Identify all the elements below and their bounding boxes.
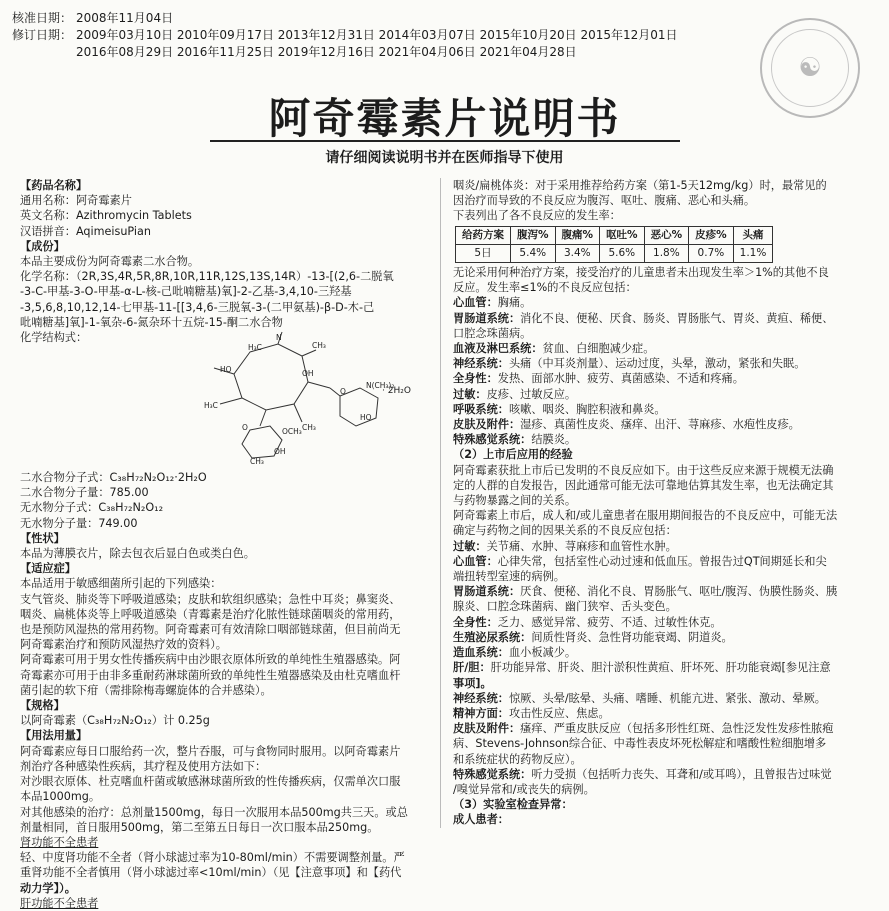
table-header-cell: 给药方案: [456, 226, 511, 244]
chemical-structure: [20, 330, 427, 468]
document-subtitle: 请仔细阅读说明书并在医师指导下使用: [325, 150, 564, 166]
table-cell: 1.8%: [644, 244, 689, 262]
generic-name: 通用名称：阿奇霉素片: [20, 194, 132, 208]
approval-date-row: 核准日期： 2008年11月04日: [12, 11, 174, 25]
svg-text:CH₃: CH₃: [302, 423, 316, 433]
adverse-reaction-table: [455, 226, 773, 263]
usage-line: 对沙眼衣原体、杜克嗜血杆菌或敏感淋球菌所致的性传播疾病，仅需单次口服: [20, 775, 401, 789]
reaction-item-cont: /嗅觉异常和/或丧失的病例。: [453, 782, 595, 796]
table-row: [456, 244, 773, 262]
column-divider: [440, 178, 441, 828]
chemical-name-line: -3-C-甲基-3-O-甲基-α-L-核-己吡喃糖基)氧]-2-乙基-3,4,10-三羟基: [20, 285, 352, 299]
document-title: 阿奇霉素片说明书: [268, 94, 621, 143]
reaction-item: 生殖泌尿系统：间质性肾炎、急性肾功能衰竭、阴道炎。: [453, 630, 733, 644]
paragraph-line: 定的人群的自发报告，因此通常可能无法可靠地估算其发生率，也无法确定其: [453, 478, 834, 492]
table-cell: 5.6%: [600, 244, 645, 262]
reaction-item: 全身性：乏力、感觉异常、疲劳、不适、过敏性休克。: [453, 615, 722, 629]
reaction-item: 肝/胆：肝功能异常、肝炎、胆汁淤积性黄疸、肝坏死、肝功能衰竭[参见注意: [453, 661, 831, 675]
reaction-item-cont: 口腔念珠菌病。: [453, 326, 532, 340]
properties-text: 本品为薄膜衣片，除去包衣后显白色或类白色。: [20, 547, 255, 561]
svg-text:H₃C: H₃C: [248, 343, 262, 353]
post-marketing-heading: （2）上市后应用的经验: [453, 448, 573, 462]
paragraph-line: 阿奇霉素上市后，成人和/或儿童患者在服用期间报告的不良反应中，可能无法: [453, 509, 838, 523]
paragraph-line: 咽炎/扁桃体炎：对于采用推荐给药方案（第1-5天12mg/kg）时，最常见的: [453, 179, 827, 192]
usage-line: 剂治疗各种感染性疾病，其疗程及使用方法如下：: [20, 759, 267, 773]
reaction-item: 特殊感觉系统：结膜炎。: [453, 433, 577, 447]
reaction-item: 全身性：发热、面部水肿、疲劳、真菌感染、不适和疼痛。: [453, 372, 744, 386]
table-cell: 3.4%: [555, 244, 600, 262]
reaction-item: 过敏：关节痛、水肿、荨麻疹和血管性水肿。: [453, 539, 677, 553]
usage-heading: 【用法用量】: [20, 729, 88, 743]
table-cell: 1.1%: [733, 244, 773, 262]
paragraph-line: 反应。发生率≤1%的不良反应包括：: [453, 281, 637, 295]
reaction-item: 过敏：皮疹、过敏反应。: [453, 387, 577, 401]
reaction-item: 胃肠道系统：消化不良、便秘、厌食、肠炎、胃肠胀气、胃炎、黄疸、稀便、: [453, 311, 834, 325]
reaction-item: 神经系统：头痛（中耳炎剂量）、运动过度，头晕，激动，紧张和失眠。: [453, 357, 806, 371]
ingredients-heading: 【成份】: [20, 239, 65, 253]
svg-text:N: N: [276, 333, 282, 343]
revision-dates-line1: 2009年03月10日 2010年09月17日 2013年12月31日 2014年03月07日 2015年10月20日 2015年12月01日: [76, 28, 678, 42]
reaction-item: 胃肠道系统：厌食、便秘、消化不良、胃肠胀气、呕吐/腹泻、伪膜性肠炎、胰: [453, 585, 838, 599]
chemical-name-line: 吡喃糖基]氧]-1-氧杂-6-氮杂环十五烷-15-酮二水合物: [20, 315, 283, 329]
drug-name-heading: 【药品名称】: [20, 179, 88, 192]
usage-line: 阿奇霉素应每日口服给药一次，整片吞服，可与食物同时服用。以阿奇霉素片: [20, 744, 401, 758]
reaction-item: 造血系统：血小板减少。: [453, 646, 577, 660]
left-column: [20, 178, 427, 911]
svg-text:HO: HO: [360, 413, 372, 423]
reaction-item: 心血管：胸痛。: [453, 296, 532, 310]
svg-text:CH₃: CH₃: [250, 457, 264, 467]
reaction-item: 血液及淋巴系统：贫血、白细胞减少症。: [453, 342, 655, 356]
structure-label: 化学结构式：: [20, 331, 88, 345]
properties-heading: 【性状】: [20, 531, 65, 545]
table-header-cell: 腹泻%: [511, 226, 556, 244]
indications-line: 阿奇霉素治疗和预防风湿热疗效的资料）。: [20, 638, 227, 652]
pinyin-name: 汉语拼音：AqimeisuPian: [20, 224, 151, 238]
svg-text:H₃C: H₃C: [204, 401, 218, 411]
usage-line: 对其他感染的治疗：总剂量1500mg，每日一次服用本品500mg共三天。或总: [20, 805, 408, 819]
paragraph-line: 与药物暴露之间的关系。: [453, 494, 577, 508]
svg-text:CH₃: CH₃: [312, 341, 326, 351]
revision-dates: [12, 10, 692, 61]
svg-text:O: O: [340, 387, 346, 397]
usage-line: 剂量相同，首日服用500mg，第二至第五日每日一次口服本品250mg。: [20, 820, 379, 834]
table-cell: 0.7%: [689, 244, 734, 262]
svg-text:N(CH₃)₂: N(CH₃)₂: [366, 381, 395, 391]
table-header-cell: 呕吐%: [600, 226, 645, 244]
dihydrate-formula: 二水合物分子式：C₃₈H₇₂N₂O₁₂·2H₂O: [20, 471, 207, 485]
reaction-item: 皮肤及附件：湿疹、真菌性皮炎、瘙痒、出汗、荨麻疹、水疱性皮疹。: [453, 418, 800, 432]
main-ingredient: 本品主要成份为阿奇霉素二水合物。: [20, 255, 200, 269]
renal-line: 轻、中度肾功能不全者（肾小球滤过率为10-80ml/min）不需要调整剂量。严: [20, 851, 405, 865]
renal-line: 重肾功能不全者慎用（肾小球滤过率<10ml/min）（见【注意事项】和【药代: [20, 866, 402, 880]
svg-text:O: O: [242, 423, 248, 433]
indications-line: 菌引起的软下疳（需排除梅毒螺旋体的合并感染）。: [20, 683, 272, 697]
spec-text: 以阿奇霉素（C₃₈H₇₂N₂O₁₂）计 0.25g: [20, 714, 210, 728]
reaction-item-cont: 端扭转型室速的病例。: [453, 570, 565, 584]
svg-text:OCH₃: OCH₃: [282, 427, 302, 437]
reaction-item-cont: 腺炎、口腔念珠菌病、幽门狭窄、舌头变色。: [453, 600, 677, 614]
table-header-row: [456, 226, 773, 244]
chemical-name-line: -3,5,6,8,10,12,14-七甲基-11-[[3,4,6-三脱氧-3-(二甲氨基)-β-D-木-己: [20, 300, 375, 314]
table-header-cell: 恶心%: [644, 226, 689, 244]
english-name: 英文名称：Azithromycin Tablets: [20, 209, 192, 223]
dihydrate-weight: 二水合物分子量：785.00: [20, 486, 149, 500]
indications-line: 支气管炎、肺炎等下呼吸道感染；皮肤和软组织感染；急性中耳炎；鼻窦炎、: [20, 592, 401, 606]
reaction-item: 心血管：心律失常，包括室性心动过速和低血压。曾报告过QT间期延长和尖: [453, 554, 827, 568]
reaction-item: 精神方面：攻击性反应、焦虑。: [453, 706, 610, 720]
table-cell: 5日: [456, 244, 511, 262]
title-divider: [210, 140, 680, 142]
right-column: [453, 178, 873, 828]
svg-text:HO: HO: [220, 365, 232, 375]
renal-line: 动力学】）。: [20, 881, 76, 895]
approval-date: 2008年11月04日: [76, 11, 174, 25]
reaction-item-cont: 和系统症状的药物反应）。: [453, 752, 582, 766]
paragraph-line: 无论采用何种治疗方案，接受治疗的儿童患者未出现发生率＞1%的其他不良: [453, 266, 829, 280]
reaction-item: 皮肤及附件：瘙痒、严重皮肤反应（包括多形性红斑、急性泛发性发疹性脓疱: [453, 722, 834, 736]
reaction-item: 神经系统：惊厥、头晕/眩晕、头痛、嗜睡、机能亢进、紧张、激动、晕厥。: [453, 691, 826, 705]
chemical-name-line: 化学名称：（2R,3S,4R,5R,8R,10R,11R,12S,13S,14R）-13-[(2,6-二脱氧: [20, 270, 394, 284]
indications-line: 也是预防风湿热的常用药物。阿奇霉素可有效清除口咽部链球菌，但目前尚无: [20, 623, 401, 637]
svg-text:OH: OH: [302, 369, 314, 379]
paragraph-line: 确定与药物之间的因果关系的不良反应包括：: [453, 524, 677, 538]
adult-heading: 成人患者：: [453, 813, 509, 827]
table-header-cell: 皮疹%: [689, 226, 734, 244]
indications-line: 奇霉素亦可用于由非多重耐药淋球菌所致的单纯性生殖器感染及由杜克嗜血杆: [20, 668, 401, 682]
reaction-item: 呼吸系统：咳嗽、咽炎、胸腔积液和鼻炎。: [453, 402, 666, 416]
indications-line: 咽炎、扁桃体炎等上呼吸道感染（青霉素是治疗化脓性链球菌咽炎的常用药，: [20, 607, 401, 621]
indications-heading: 【适应症】: [20, 562, 76, 576]
renal-heading: 肾功能不全患者: [20, 835, 99, 849]
paragraph-line: 阿奇霉素获批上市后已发明的不良反应如下。由于这些反应来源于规模无法确: [453, 463, 834, 477]
anhydrous-formula: 无水物分子式：C₃₈H₇₂N₂O₁₂: [20, 501, 164, 515]
lab-heading: （3）实验室检查异常：: [453, 798, 573, 812]
reaction-item-cont: 病、Stevens-Johnson综合征、中毒性表皮坏死松解症和嗜酸性粒细胞增多: [453, 737, 827, 751]
svg-text:OH: OH: [274, 447, 286, 457]
indications-line: 本品适用于敏感细菌所引起的下列感染：: [20, 577, 222, 591]
table-intro: 下表列出了各不良反应的发生率：: [453, 209, 621, 223]
seal-emblem-icon: ☯: [771, 29, 849, 107]
anhydrous-weight: 无水物分子量：749.00: [20, 516, 138, 530]
indications-line: 阿奇霉素可用于男女性传播疾病中由沙眼衣原体所致的单纯性生殖器感染。阿: [20, 653, 401, 667]
spec-heading: 【规格】: [20, 699, 65, 713]
revision-date-row: 修订日期： 2009年03月10日 2010年09月17日 2013年12月31日 2014年03月07日 2015年10月20日 2015年12月01日: [12, 28, 678, 42]
table-cell: 5.4%: [511, 244, 556, 262]
reaction-item-cont: 事项]。: [453, 676, 492, 690]
paragraph-line: 因治疗而导致的不良反应为腹泻、呕吐、腹痛、恶心和头痛。: [453, 194, 756, 208]
revision-dates-line2: 2016年08月29日 2016年11月25日 2019年12月16日 2021年04月06日 2021年04月28日: [76, 45, 577, 59]
hepatic-heading: 肝功能不全患者: [20, 896, 99, 910]
structure-hydrate: · 2H₂O: [382, 386, 411, 397]
reaction-item: 特殊感觉系统：听力受损（包括听力丧失、耳聋和/或耳鸣），且曾报告过味觉: [453, 767, 832, 781]
usage-line: 本品1000mg。: [20, 790, 101, 804]
table-header-cell: 头痛: [733, 226, 773, 244]
table-header-cell: 腹痛%: [555, 226, 600, 244]
